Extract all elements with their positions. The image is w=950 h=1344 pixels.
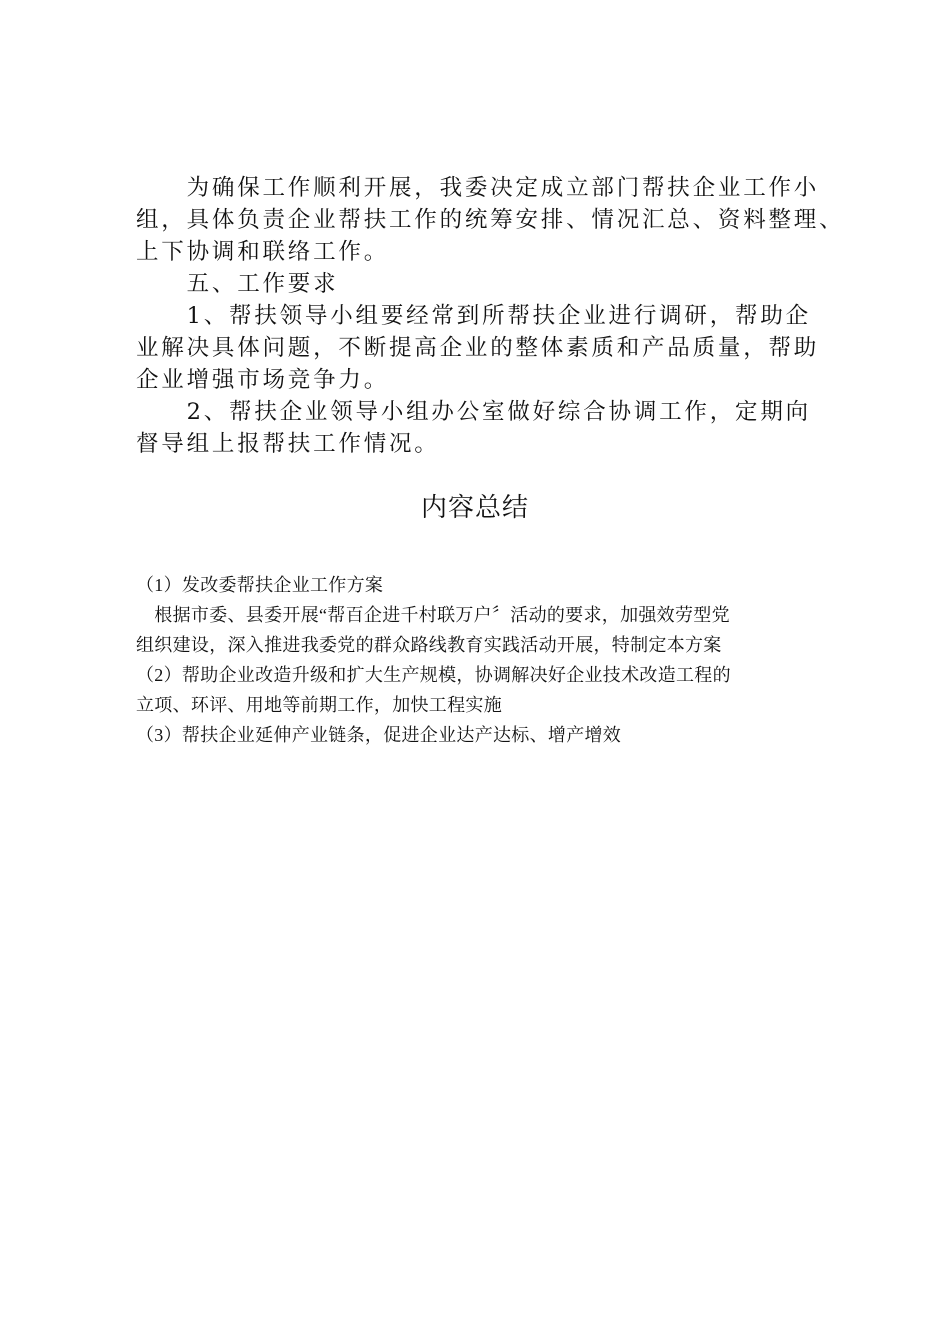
summary-line: 立项、环评、用地等前期工作，加快工程实施 — [136, 695, 502, 715]
summary-line: （3）帮扶企业延伸产业链条，促进企业达产达标、增产增效 — [136, 725, 622, 745]
body-line: 业解决具体问题，不断提高企业的整体素质和产品质量，帮助 — [136, 335, 820, 361]
body-line: 企业增强市场竞争力。 — [136, 367, 390, 393]
body-line: 1、帮扶领导小组要经常到所帮扶企业进行调研，帮助企 — [136, 303, 811, 329]
body-line: 上下协调和联络工作。 — [136, 239, 390, 265]
summary-section — [136, 570, 826, 750]
body-line: 为确保工作顺利开展，我委决定成立部门帮扶企业工作小 — [136, 175, 820, 201]
body-text — [136, 172, 845, 460]
summary-line: （1）发改委帮扶企业工作方案 — [136, 575, 384, 595]
summary-line: （2）帮助企业改造升级和扩大生产规模，协调解决好企业技术改造工程的 — [136, 665, 731, 685]
summary-title: 内容总结 — [420, 493, 529, 523]
summary-line: 根据市委、县委开展“帮百企进千村联万户〞活动的要求，加强效劳型党 — [136, 605, 730, 625]
body-line: 督导组上报帮扶工作情况。 — [136, 431, 440, 457]
body-line: 2、帮扶企业领导小组办公室做好综合协调工作，定期向 — [136, 399, 811, 425]
body-line: 组，具体负责企业帮扶工作的统筹安排、情况汇总、资料整理、 — [136, 207, 845, 233]
section-heading: 五、工作要求 — [136, 271, 339, 297]
summary-line: 组织建设，深入推进我委党的群众路线教育实践活动开展，特制定本方案 — [136, 635, 722, 655]
